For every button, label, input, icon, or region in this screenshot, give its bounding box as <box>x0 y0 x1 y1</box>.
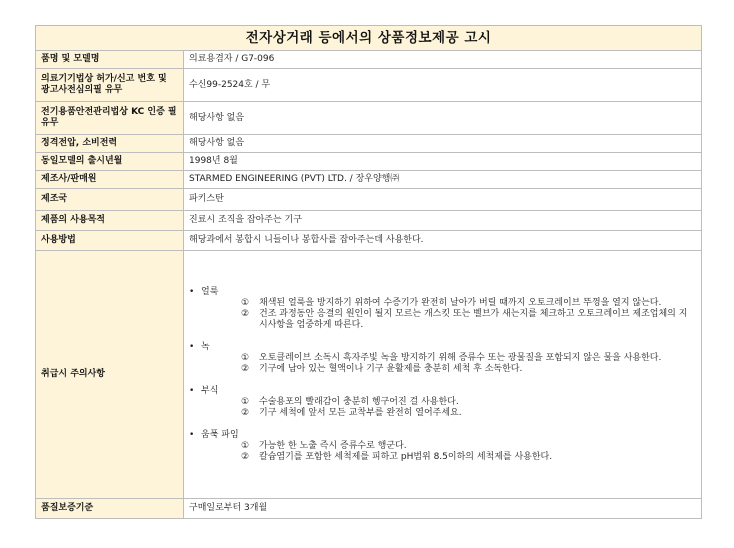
item-text: 수술용포의 빨래감이 충분히 헹구어진 걸 사용한다. <box>259 396 459 407</box>
table-row <box>36 102 702 135</box>
table-row <box>36 231 702 251</box>
care-heading: 부식 <box>201 385 219 396</box>
item-number: ② <box>241 407 250 418</box>
item-number: ② <box>241 308 250 319</box>
table-row-care <box>36 251 702 499</box>
care-sublist <box>201 397 696 419</box>
row-label: 제조국 <box>36 189 184 211</box>
care-list <box>189 287 696 463</box>
care-item <box>241 353 696 364</box>
care-heading: 얼룩 <box>201 286 219 297</box>
care-item <box>241 364 696 375</box>
table-title: 전자상거래 등에서의 상품정보제공 고시 <box>36 26 702 51</box>
item-number: ① <box>241 440 250 451</box>
table-row <box>36 69 702 102</box>
care-sublist <box>201 298 696 331</box>
care-sublist <box>201 441 696 463</box>
row-value: 진료시 조직을 잡아주는 기구 <box>184 211 702 231</box>
item-number: ① <box>241 297 250 308</box>
item-text: 가능한 한 노출 즉시 증류수로 행군다. <box>259 440 407 451</box>
row-value: 의료용겸자 / G7-096 <box>184 51 702 69</box>
item-number: ② <box>241 451 250 462</box>
row-value: 해당사항 없음 <box>184 135 702 153</box>
care-heading: 움푹 파임 <box>201 429 239 440</box>
row-label: 사용방법 <box>36 231 184 251</box>
item-number: ① <box>241 396 250 407</box>
item-text: 기구에 남아 있는 혈액이나 기구 윤활제를 충분히 세척 후 소독한다. <box>259 363 523 374</box>
warranty-label: 품질보증기준 <box>36 499 184 519</box>
care-label: 취급시 주의사항 <box>36 251 184 499</box>
row-label: 품명 및 모델명 <box>36 51 184 69</box>
row-label: 제품의 사용목적 <box>36 211 184 231</box>
care-item <box>241 408 696 419</box>
row-value: 수신99-2524호 / 무 <box>184 69 702 102</box>
product-info-notice <box>35 25 701 519</box>
care-section-rust <box>189 342 696 375</box>
care-item <box>241 397 696 408</box>
row-value: 1998년 8월 <box>184 153 702 171</box>
care-section-pitting <box>189 430 696 463</box>
table-row-warranty <box>36 499 702 519</box>
table-row <box>36 51 702 69</box>
table-row <box>36 189 702 211</box>
item-text: 채색된 얼룩을 방지하기 위하여 수증기가 완전히 날아가 버릴 때까지 오토크레이브 뚜껑을 열지 않는다. <box>259 297 662 308</box>
care-heading: 녹 <box>201 341 210 352</box>
row-label: 전기용품안전관리법상 KC 인증 필 유무 <box>36 102 184 135</box>
care-section-corrosion <box>189 386 696 419</box>
care-item <box>241 452 696 463</box>
row-value: 해당과에서 봉합시 니들이나 봉합사를 잡아주는데 사용한다. <box>184 231 702 251</box>
care-sublist <box>201 353 696 375</box>
row-value: STARMED ENGINEERING (PVT) LTD. / 장우양행㈜ <box>184 171 702 189</box>
care-item <box>241 298 696 309</box>
care-content <box>184 251 702 499</box>
row-label: 제조사/판매원 <box>36 171 184 189</box>
row-label: 정격전압, 소비전력 <box>36 135 184 153</box>
table-row <box>36 135 702 153</box>
care-section-stain <box>189 287 696 331</box>
care-item <box>241 441 696 452</box>
warranty-value: 구매일로부터 3개월 <box>184 499 702 519</box>
item-text: 오토클레이브 소독시 흑자주빛 녹을 방지하기 위해 증류수 또는 광물질을 포함되지 않은 물을 사용한다. <box>259 352 662 363</box>
row-value: 해당사항 없음 <box>184 102 702 135</box>
row-label: 동일모델의 출시년월 <box>36 153 184 171</box>
product-info-table <box>35 25 702 519</box>
item-text: 건조 과정동안 응결의 원인이 될지 모르는 개스킷 또는 벨브가 새는지를 체크하고 오토크레이브 제조업체의 지시사항을 엄중하게 따른다. <box>259 308 688 330</box>
table-row <box>36 211 702 231</box>
row-label: 의료기기법상 허가/신고 번호 및 광고사전심의필 유무 <box>36 69 184 102</box>
row-value: 파키스탄 <box>184 189 702 211</box>
item-number: ② <box>241 363 250 374</box>
item-number: ① <box>241 352 250 363</box>
item-text: 칼슘염기를 포함한 세척제를 피하고 pH범위 8.5이하의 세척제를 사용한다. <box>259 451 553 462</box>
table-row <box>36 153 702 171</box>
table-row <box>36 171 702 189</box>
care-item <box>241 309 696 331</box>
item-text: 기구 세척에 앞서 모든 교착부를 완전히 열어주세요. <box>259 407 462 418</box>
